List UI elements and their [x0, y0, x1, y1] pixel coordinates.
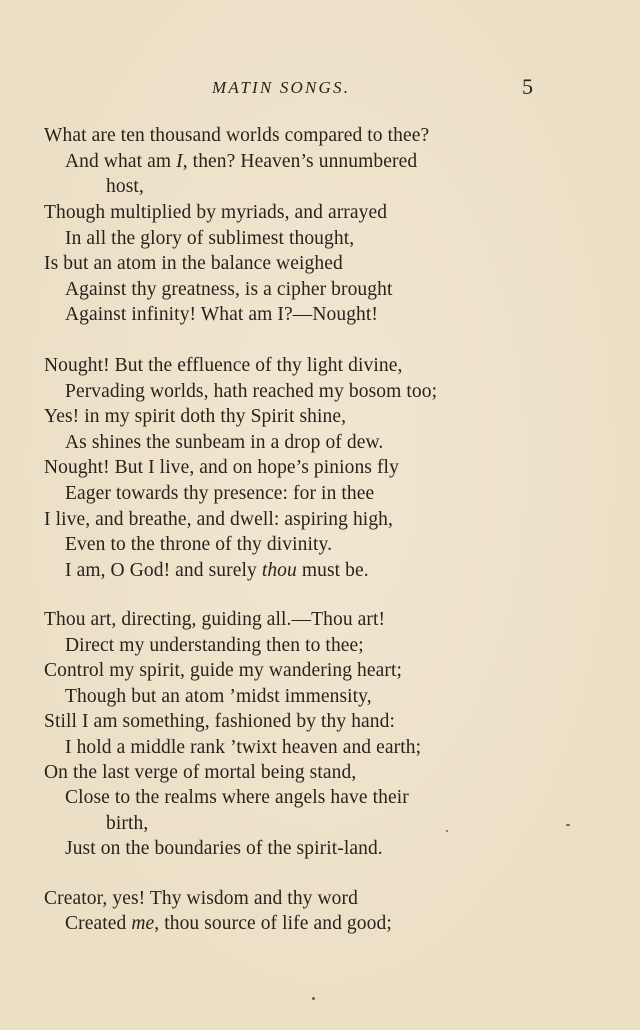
paper-speck	[446, 830, 448, 832]
paper-speck	[312, 997, 315, 1000]
poem-line: host,	[106, 176, 144, 197]
poem-line: On the last verge of mortal being stand,	[44, 762, 357, 783]
poem-line: Just on the boundaries of the spirit-land.	[65, 838, 383, 859]
poem-line: Nought! But the effluence of thy light divine,	[44, 355, 403, 376]
poem-line: Close to the realms where angels have their	[65, 787, 409, 808]
poem-line: In all the glory of sublimest thought,	[65, 228, 355, 249]
poem-line: Creator, yes! Thy wisdom and thy word	[44, 888, 358, 909]
poem-line: Eager towards thy presence: for in thee	[65, 483, 375, 504]
poem-line: Yes! in my spirit doth thy Spirit shine,	[44, 406, 347, 427]
poem-line: I hold a middle rank ’twixt heaven and earth;	[65, 737, 422, 758]
poem-line: Thou art, directing, guiding all.—Thou art!	[44, 609, 386, 630]
poem-line: birth,	[106, 813, 149, 834]
poem-line: Even to the throne of thy divinity.	[65, 534, 333, 555]
poem-line: And what am I, then? Heaven’s unnumbered	[65, 151, 418, 172]
page-number: 5	[522, 74, 533, 99]
poem-line: I am, O God! and surely thou must be.	[65, 560, 369, 581]
poem-line: Nought! But I live, and on hope’s pinions fly	[44, 457, 399, 478]
poem-line: Against infinity! What am I?—Nought!	[65, 304, 379, 325]
running-title: MATIN SONGS.	[212, 78, 351, 97]
poem-line: Is but an atom in the balance weighed	[44, 253, 343, 274]
poem-line: Though but an atom ’midst immensity,	[65, 686, 372, 707]
poem-line: I live, and breathe, and dwell: aspiring high,	[44, 509, 394, 530]
poem-line: What are ten thousand worlds compared to thee?	[44, 125, 430, 146]
poem-line: Direct my understanding then to thee;	[65, 635, 364, 656]
paper-speck	[566, 824, 570, 826]
poem-line: Pervading worlds, hath reached my bosom too;	[65, 381, 438, 402]
poem-line: Control my spirit, guide my wandering heart;	[44, 660, 403, 681]
poem-line: Against thy greatness, is a cipher brought	[65, 279, 393, 300]
running-head	[0, 74, 640, 104]
poem-line: Still I am something, fashioned by thy hand:	[44, 711, 396, 732]
poem-line: Created me, thou source of life and good;	[65, 913, 392, 934]
poem-line: Though multiplied by myriads, and arrayed	[44, 202, 388, 223]
poem-line: As shines the sunbeam in a drop of dew.	[65, 432, 384, 453]
